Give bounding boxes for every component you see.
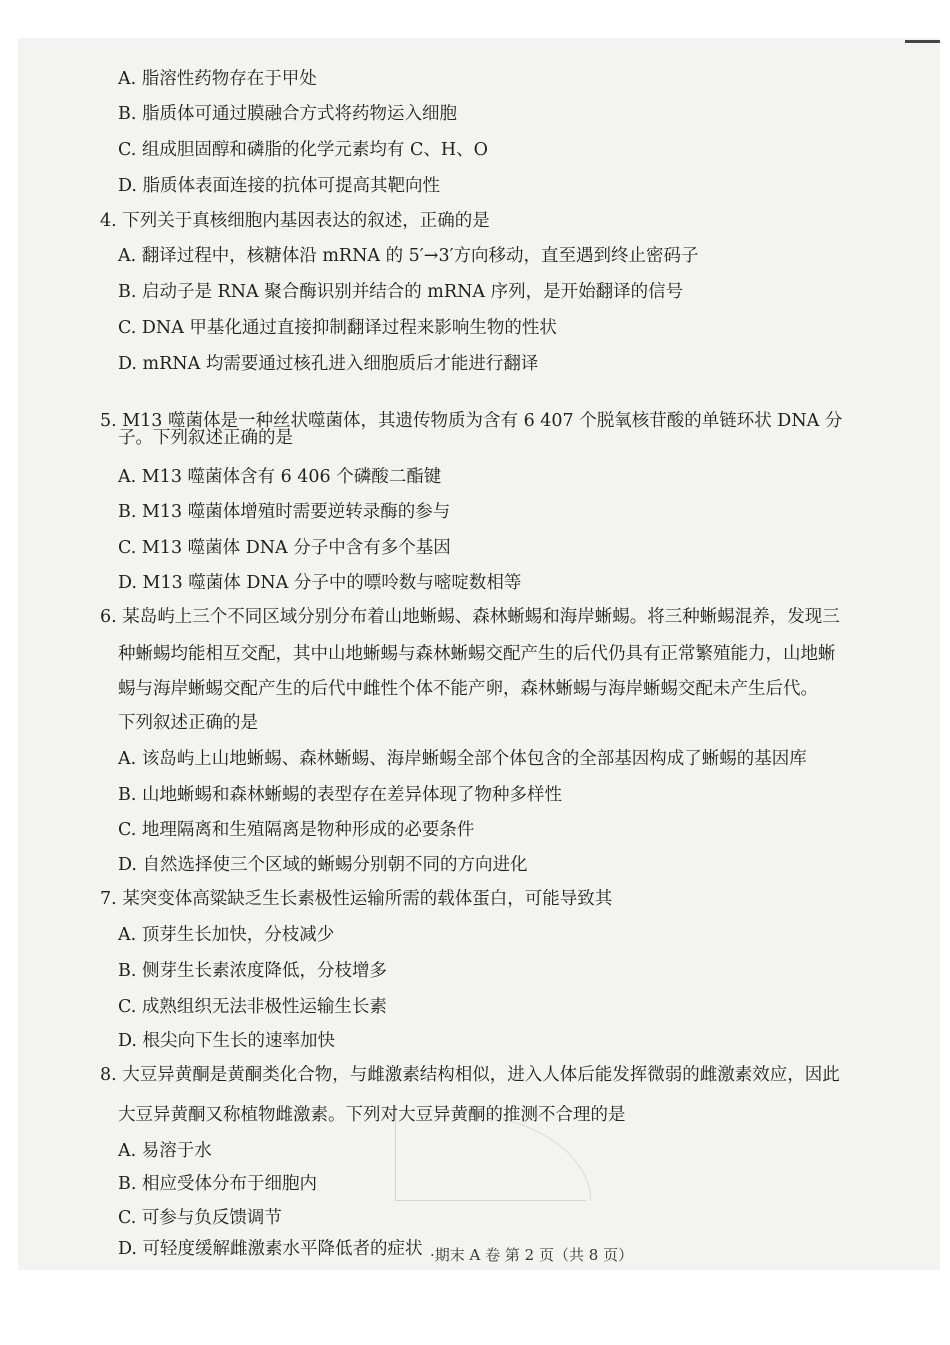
q4-option-d: D. mRNA 均需要通过核孔进入细胞质后才能进行翻译 <box>118 354 539 374</box>
q4-option-c: C. DNA 甲基化通过直接抑制翻译过程来影响生物的性状 <box>118 318 557 338</box>
scan-edge-mark <box>905 40 940 43</box>
q3-option-a: A. 脂溶性药物存在于甲处 <box>118 69 317 89</box>
q5-option-b: B. M13 噬菌体增殖时需要逆转录酶的参与 <box>118 502 451 522</box>
q3-option-b: B. 脂质体可通过膜融合方式将药物运入细胞 <box>118 104 457 124</box>
q8-option-d: D. 可轻度缓解雌激素水平降低者的症状 <box>118 1239 423 1259</box>
q6-stem-line-4: 下列叙述正确的是 <box>118 713 258 733</box>
q8-option-a: A. 易溶于水 <box>118 1141 212 1161</box>
q3-option-d: D. 脂质体表面连接的抗体可提高其靶向性 <box>118 176 441 196</box>
q5-stem-line-1: 5. M13 噬菌体是一种丝状噬菌体，其遗传物质为含有 6 407 个脱氧核苷酸的单链环状 DNA 分 <box>100 411 843 431</box>
q4-option-b: B. 启动子是 RNA 聚合酶识别并结合的 mRNA 序列，是开始翻译的信号 <box>118 282 684 302</box>
q7-option-c: C. 成熟组织无法非极性运输生长素 <box>118 997 387 1017</box>
q6-stem-line-2: 种蜥蜴均能相互交配，其中山地蜥蜴与森林蜥蜴交配产生的后代仍具有正常繁殖能力，山地蜥 <box>118 644 836 664</box>
q4-stem: 4. 下列关于真核细胞内基因表达的叙述，正确的是 <box>100 211 490 231</box>
q8-stem-line-1: 8. 大豆异黄酮是黄酮类化合物，与雌激素结构相似，进入人体后能发挥微弱的雌激素效应，因此 <box>100 1065 840 1085</box>
q8-option-b: B. 相应受体分布于细胞内 <box>118 1174 317 1194</box>
q5-option-d: D. M13 噬菌体 DNA 分子中的嘌呤数与嘧啶数相等 <box>118 573 522 593</box>
q7-option-a: A. 顶芽生长加快，分枝减少 <box>118 925 335 945</box>
q8-option-c: C. 可参与负反馈调节 <box>118 1208 282 1228</box>
q5-option-c: C. M13 噬菌体 DNA 分子中含有多个基因 <box>118 538 451 558</box>
q7-stem: 7. 某突变体高粱缺乏生长素极性运输所需的载体蛋白，可能导致其 <box>100 889 613 909</box>
q6-option-a: A. 该岛屿上山地蜥蜴、森林蜥蜴、海岸蜥蜴全部个体包含的全部基因构成了蜥蜴的基因库 <box>118 749 807 769</box>
q7-option-d: D. 根尖向下生长的速率加快 <box>118 1031 336 1051</box>
q3-option-c: C. 组成胆固醇和磷脂的化学元素均有 C、H、O <box>118 140 488 160</box>
q6-stem-line-1: 6. 某岛屿上三个不同区域分别分布着山地蜥蜴、森林蜥蜴和海岸蜥蜴。将三种蜥蜴混养，发现三 <box>100 607 840 627</box>
page-footer: ·期末 A 卷 第 2 页（共 8 页） <box>430 1246 634 1264</box>
q6-option-c: C. 地理隔离和生殖隔离是物种形成的必要条件 <box>118 820 475 840</box>
q5-stem-line-2: 子。下列叙述正确的是 <box>118 428 293 448</box>
q4-option-a: A. 翻译过程中，核糖体沿 mRNA 的 5′→3′方向移动，直至遇到终止密码子 <box>118 246 699 266</box>
q5-option-a: A. M13 噬菌体含有 6 406 个磷酸二酯键 <box>118 467 442 487</box>
q6-option-b: B. 山地蜥蜴和森林蜥蜴的表型存在差异体现了物种多样性 <box>118 785 562 805</box>
q6-stem-line-3: 蜴与海岸蜥蜴交配产生的后代中雌性个体不能产卵，森林蜥蜴与海岸蜥蜴交配未产生后代。 <box>118 679 818 699</box>
q6-option-d: D. 自然选择使三个区域的蜥蜴分别朝不同的方向进化 <box>118 855 528 875</box>
q8-stem-line-2: 大豆异黄酮又称植物雌激素。下列对大豆异黄酮的推测不合理的是 <box>118 1105 626 1125</box>
q7-option-b: B. 侧芽生长素浓度降低，分枝增多 <box>118 961 387 981</box>
